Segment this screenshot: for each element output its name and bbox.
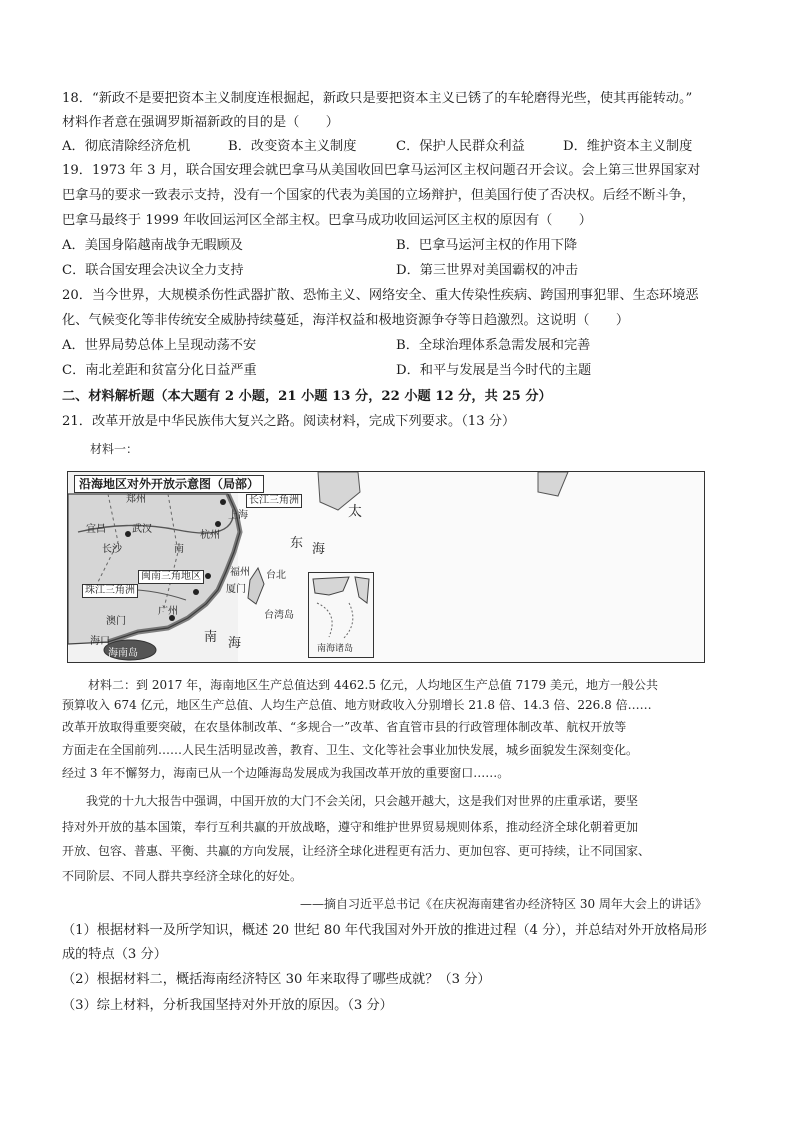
- map-label-taiwan-island: 台湾岛: [264, 610, 294, 621]
- q18-option-c[interactable]: C．保护人民群众利益: [396, 139, 525, 154]
- south-china-sea-inset: [308, 572, 374, 658]
- q18-option-a[interactable]: A．彻底清除经济危机: [62, 139, 191, 154]
- map-label-fuzhou: 福州: [230, 567, 250, 578]
- material2-line3: 改革开放取得重要突破，在农垦体制改革、“多规合一”改革、省直管市县的行政管理体制改革、航权开放等: [62, 720, 627, 734]
- q20-option-d[interactable]: D．和平与发展是当今时代的主题: [396, 363, 592, 378]
- map-label-hai-south: 海: [228, 636, 242, 651]
- map-label-aomen: 澳门: [106, 616, 126, 627]
- map-label-taibei: 台北: [266, 570, 286, 581]
- map-label-wuhan: 武汉: [132, 524, 152, 535]
- material2-line2: 预算收入 674 亿元，地区生产总值、人均生产总值、地方财政收入分别增长 21.8 倍、14.3 倍、226.8 倍……: [62, 698, 652, 712]
- map-label-nan: 南: [174, 544, 184, 555]
- q21-subq2: （2）根据材料二，概括海南经济特区 30 年来取得了哪些成就？（3 分）: [62, 972, 491, 987]
- material2-line4: 方面走在全国前列……人民生活明显改善，教育、卫生、文化等社会事业加快发展，城乡面貌发生深刻变化。: [62, 743, 639, 757]
- map-label-xiamen: 厦门: [226, 584, 246, 595]
- q18-option-b[interactable]: B．改变资本主义制度: [228, 139, 357, 154]
- q19-option-b[interactable]: B．巴拿马运河主权的作用下降: [396, 238, 578, 253]
- q21-subq1-line2: 成的特点（3 分）: [62, 947, 167, 962]
- inset-label-nanhai: 南海诸岛: [317, 644, 354, 654]
- material2-line1: 材料二：到 2017 年，海南地区生产总值达到 4462.5 亿元，人均地区生产总值 7179 美元，地方一般公共: [88, 678, 658, 692]
- map-label-zhujiang-delta: 珠江三角洲: [82, 584, 138, 598]
- q21-intro: 21．改革开放是中华民族伟大复兴之路。阅读材料，完成下列要求。（13 分）: [62, 414, 516, 429]
- section-heading: 二、材料解析题（本大题有 2 小题，21 小题 13 分，22 小题 12 分，共 25 分）: [62, 389, 552, 404]
- q18-stem-line1: 18．“新政不是要把资本主义制度连根掘起，新政只是要把资本主义已锈了的车轮磨得光些，使其再能转动。”: [62, 91, 693, 106]
- map-label-hainan-island: 海南岛: [108, 648, 138, 659]
- material2-source: ——摘自习近平总书记《在庆祝海南建省办经济特区 30 周年大会上的讲话》: [300, 897, 707, 911]
- map-label-guangzhou: 广州: [158, 606, 178, 617]
- material2-line7: 持对外开放的基本国策，奉行互利共赢的开放战略，遵守和维护世界贸易规则体系，推动经济全球化朝着更加: [62, 820, 639, 834]
- q19-stem-line3: 巴拿马最终于 1999 年收回运河区全部主权。巴拿马成功收回运河区主权的原因有（ ）: [62, 213, 592, 228]
- map-label-minnan-delta: 闽南三角地区: [138, 570, 204, 584]
- q18-option-d[interactable]: D．维护资本主义制度: [563, 139, 693, 154]
- material2-line5: 经过 3 年不懈努力，海南已从一个边陲海岛发展成为我国改革开放的重要窗口……。: [62, 766, 510, 780]
- map-label-tai: 太: [348, 504, 362, 520]
- q20-option-b[interactable]: B．全球治理体系急需发展和完善: [396, 338, 591, 353]
- q20-option-c[interactable]: C．南北差距和贫富分化日益严重: [62, 363, 257, 378]
- material2-line9: 不同阶层、不同人群共享经济全球化的好处。: [62, 869, 303, 883]
- q21-subq3: （3）综上材料，分析我国坚持对外开放的原因。（3 分）: [62, 998, 393, 1013]
- q19-option-a[interactable]: A．美国身陷越南战争无暇顾及: [62, 238, 243, 253]
- q21-subq1-line1: （1）根据材料一及所学知识，概述 20 世纪 80 年代我国对外开放的推进过程（4 分），并总结对外开放格局形: [62, 923, 707, 938]
- q20-stem-line2: 化、气候变化等非传统安全威胁持续蔓延，海洋权益和极地资源争夺等日趋激烈。这说明（ ）: [62, 313, 630, 328]
- material2-line6: 我党的十九大报告中强调，中国开放的大门不会关闭，只会越开越大，这是我们对世界的庄重承诺，要坚: [62, 794, 639, 808]
- map-label-dong: 东: [290, 536, 304, 551]
- q19-option-d[interactable]: D．第三世界对美国霸权的冲击: [396, 263, 579, 278]
- q19-option-c[interactable]: C．联合国安理会决议全力支持: [62, 263, 244, 278]
- map-drawing: [68, 472, 704, 662]
- q20-option-a[interactable]: A．世界局势总体上呈现动荡不安: [62, 338, 257, 353]
- map-title: 沿海地区对外开放示意图（局部）: [74, 475, 264, 493]
- map-label-hai-east: 海: [312, 542, 326, 557]
- map-label-changsha: 长沙: [102, 544, 122, 555]
- map-label-haikou: 海口: [90, 636, 110, 647]
- map-label-nan-sea: 南: [204, 630, 218, 645]
- map-label-zhengzhou: 郑州: [126, 494, 146, 505]
- map-label-shanghai: 上海: [228, 510, 248, 521]
- material2-line8: 开放、包容、普惠、平衡、共赢的方向发展，让经济全球化进程更有活力、更加包容、更可持续，让不同国家、: [62, 844, 651, 858]
- q18-stem-line2: 材料作者意在强调罗斯福新政的目的是（ ）: [62, 115, 339, 130]
- map-label-yichang: 宜昌: [86, 524, 106, 535]
- q19-stem-line2: 巴拿马的要求一致表示支持，没有一个国家的代表为美国的立场辩护，但美国行使了否决权。后经不断斗争，: [62, 188, 695, 203]
- coastal-opening-map: [67, 471, 705, 663]
- material1-label: 材料一：: [90, 442, 139, 456]
- q20-stem-line1: 20．当今世界，大规模杀伤性武器扩散、恐怖主义、网络安全、重大传染性疾病、跨国刑事犯罪、生态环境恶: [62, 288, 699, 303]
- map-label-changjiang-delta: 长江三角洲: [246, 494, 302, 508]
- map-label-hangzhou: 杭州: [200, 530, 220, 541]
- q19-stem-line1: 19．1973 年 3 月，联合国安理会就巴拿马从美国收回巴拿马运河区主权问题召开会议。会上第三世界国家对: [62, 163, 701, 178]
